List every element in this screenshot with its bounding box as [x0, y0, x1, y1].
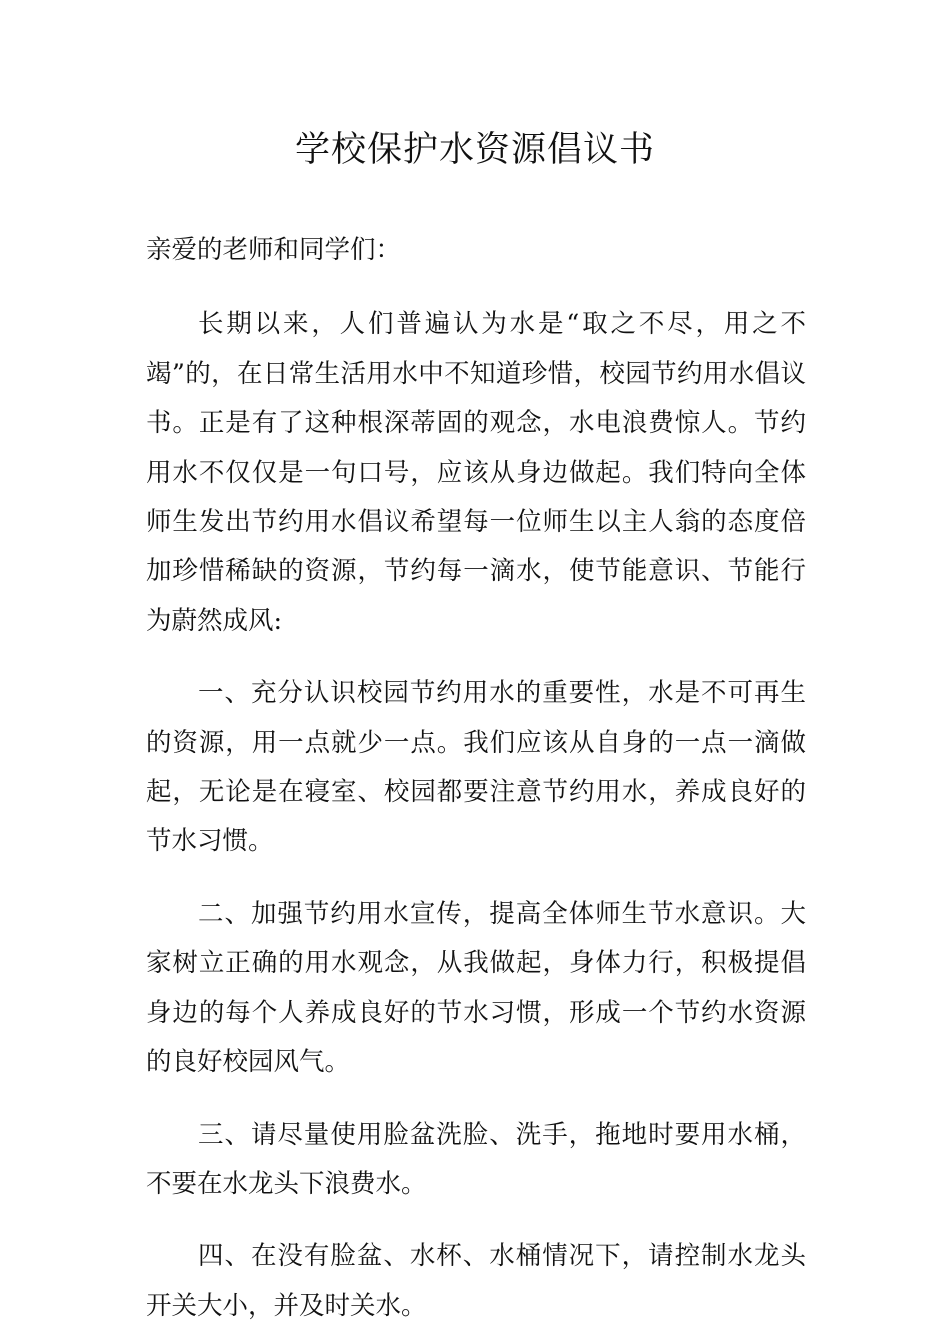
salutation: 亲爱的老师和同学们： [146, 235, 402, 265]
document-title: 学校保护水资源倡议书 [294, 130, 655, 170]
document-body [146, 226, 806, 1331]
paragraph-point-1: 一、充分认识校园节约用水的重要性，水是不可再生的资源，用一点就少一点。我们应该从自身的一点一滴做起，无论是在寝室、校园都要注意节约用水，养成良好的节水习惯。 [146, 678, 806, 857]
paragraph-point-2: 二、加强节约用水宣传，提高全体师生节水意识。大家树立正确的用水观念，从我做起，身体力行，积极提倡身边的每个人养成良好的节水习惯，形成一个节约水资源的良好校园风气。 [146, 898, 806, 1078]
paragraph-point-3: 三、请尽量使用脸盆洗脸、洗手，拖地时要用水桶，不要在水龙头下浪费水。 [146, 1119, 806, 1199]
paragraph-intro: 长期以来，人们普遍认为水是“取之不尽，用之不竭”的，在日常生活用水中不知道珍惜，校园节约用水倡议书。正是有了这种根深蒂固的观念，水电浪费惊人。节约用水不仅仅是一句口号，应该从身边做起。我们特向全体师生发出节约用水倡议希望每一位师生以主人翁的态度倍加珍惜稀缺的资源，节约每一滴水，使节能意识、节能行为蔚然成风: [146, 309, 806, 636]
paragraph-point-4: 四、在没有脸盆、水杯、水桶情况下，请控制水龙头开关大小，并及时关水。 [146, 1241, 806, 1321]
